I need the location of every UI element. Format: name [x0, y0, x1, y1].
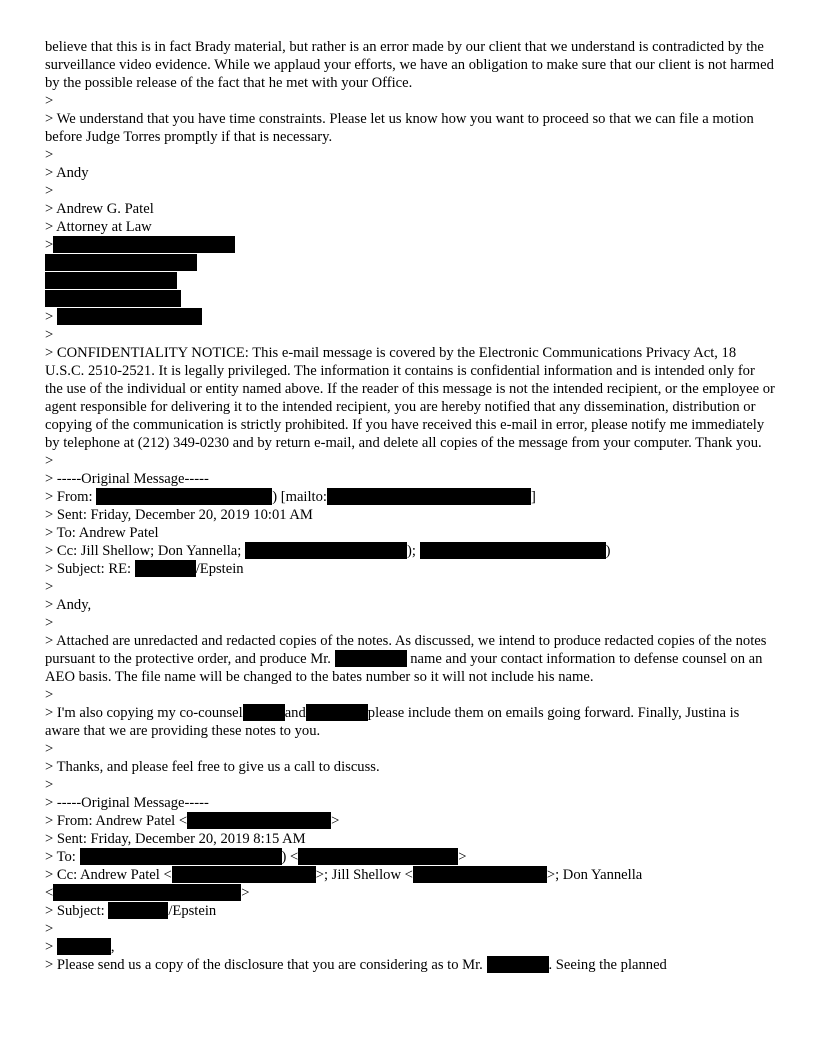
- subject-label: > Subject: RE:: [45, 561, 135, 577]
- from-line: [45, 488, 775, 506]
- from-line: [45, 812, 775, 830]
- to-label: > To:: [45, 849, 80, 865]
- original-message-header: > -----Original Message-----: [45, 795, 209, 811]
- paragraph-text: > Please send us a copy of the disclosure that you are considering as to Mr.: [45, 957, 483, 973]
- quote-marker: >: [45, 93, 54, 109]
- quote-marker: >: [45, 939, 54, 955]
- redaction-box: [57, 308, 202, 325]
- mailto-label: ) [mailto:: [272, 489, 327, 505]
- mailto-close: ]: [530, 489, 536, 505]
- redaction-box: [306, 704, 368, 721]
- cc-close: ): [605, 543, 611, 559]
- signature-name: > Andrew G. Patel: [45, 201, 154, 217]
- time-constraints-paragraph: > We understand that you have time constraints. Please let us know how you want to proceed so that we can file a motion before Judge Torres promptly if that is necessary.: [45, 111, 754, 145]
- paragraph-text: name and your contact information to defense counsel on an AEO basis. The file name will be changed to the bates number so it will not include his name.: [45, 651, 763, 685]
- quote-marker: >: [45, 741, 54, 757]
- cc-separator: );: [406, 543, 416, 559]
- quote-marker: >: [45, 453, 54, 469]
- sent-line: > Sent: Friday, December 20, 2019 8:15 AM: [45, 831, 306, 847]
- redaction-box: [187, 812, 331, 829]
- attached-notes-paragraph: [45, 632, 775, 686]
- quote-marker: >: [45, 327, 54, 343]
- cc-line: [45, 866, 775, 884]
- signature-redacted-line: [45, 236, 775, 254]
- paragraph-text: > Attached are unredacted and redacted copies of the notes. As discussed, we intend to produce redacted copies of the notes pursuant to the protective order, and produce Mr.: [45, 633, 767, 667]
- redaction-box: [45, 254, 197, 271]
- redaction-box: [45, 290, 181, 307]
- paragraph-text: please include them on emails going forward. Finally, Justina is aware that we are providing these notes to you.: [45, 705, 740, 739]
- subject-label: > Subject:: [45, 903, 109, 919]
- quote-marker: >: [45, 777, 54, 793]
- cc-label: > Cc: Andrew Patel <: [45, 867, 172, 883]
- quote-marker: >: [45, 183, 54, 199]
- paragraph-text: . Seeing the planned: [548, 957, 667, 973]
- quote-marker: >: [45, 309, 54, 325]
- redaction-box: [53, 884, 241, 901]
- cc-label: > Cc: Jill Shellow; Don Yannella;: [45, 543, 245, 559]
- redaction-box: [96, 488, 272, 505]
- comma: ,: [110, 939, 115, 955]
- redaction-box: [420, 542, 606, 559]
- from-label: > From:: [45, 489, 97, 505]
- disclosure-request-line: [45, 956, 775, 974]
- to-line: > To: Andrew Patel: [45, 525, 159, 541]
- thanks-line: > Thanks, and please feel free to give us a call to discuss.: [45, 759, 380, 775]
- to-separator: ) <: [281, 849, 299, 865]
- redaction-box: [335, 650, 407, 667]
- intro-paragraph: believe that this is in fact Brady material, but rather is an error made by our client that we understand is contradicted by the surveillance video evidence. While we applaud your efforts, we have an obligation to make sure that our client is not harmed by the possible release of the fact that he met with your Office.: [45, 39, 774, 91]
- cc-don: >; Don Yannella: [546, 867, 643, 883]
- angle-open: <: [45, 885, 54, 901]
- signature-redacted-line: [45, 308, 775, 326]
- subject-line: [45, 902, 775, 920]
- cc-jill: >; Jill Shellow <: [315, 867, 413, 883]
- subject-tail: /Epstein: [168, 903, 217, 919]
- paragraph-text: and: [284, 705, 306, 721]
- redaction-box: [108, 902, 168, 919]
- confidentiality-notice: > CONFIDENTIALITY NOTICE: This e-mail message is covered by the Electronic Communications Privacy Act, 18 U.S.C. 2510-2521. It is legally privileged. The information it contains is confidential information and is intended only for the use of the individual or entity named above. If the reader of this message is not the intended recipient, or the employee or agent responsible for delivering it to the intended recipient, you are hereby notified that any dissemination, distribution or copying of the communication is strictly prohibited. If you have received this e-mail in error, please notify me immediately by telephone at (212) 349-0230 and by return e-mail, and delete all copies of the message from your computer. Thank you.: [45, 345, 775, 451]
- redaction-box: [243, 704, 285, 721]
- redaction-box: [487, 956, 549, 973]
- angle-close: >: [331, 813, 340, 829]
- redaction-box: [298, 848, 458, 865]
- signature-title: > Attorney at Law: [45, 219, 152, 235]
- redaction-box: [57, 938, 111, 955]
- quote-marker: >: [45, 921, 54, 937]
- angle-close: >: [458, 849, 467, 865]
- redaction-box: [327, 488, 531, 505]
- angle-close: >: [241, 885, 250, 901]
- subject-line: [45, 560, 775, 578]
- cc-continuation: [45, 884, 775, 902]
- quote-marker: >: [45, 579, 54, 595]
- quote-marker: >: [45, 237, 54, 253]
- email-document: [45, 38, 775, 974]
- redaction-box: [80, 848, 282, 865]
- greeting: > Andy,: [45, 597, 92, 613]
- sent-line: > Sent: Friday, December 20, 2019 10:01 AM: [45, 507, 313, 523]
- redaction-box: [53, 236, 235, 253]
- redaction-box: [172, 866, 316, 883]
- redaction-box: [135, 560, 196, 577]
- quote-marker: >: [45, 147, 54, 163]
- subject-tail: /Epstein: [195, 561, 244, 577]
- paragraph-text: > I'm also copying my co-counsel: [45, 705, 243, 721]
- redaction-box: [245, 542, 407, 559]
- signoff: > Andy: [45, 165, 89, 181]
- redaction-box: [413, 866, 547, 883]
- co-counsel-paragraph: [45, 704, 775, 740]
- redaction-box: [45, 272, 177, 289]
- from-label: > From: Andrew Patel <: [45, 813, 188, 829]
- original-message-header: > -----Original Message-----: [45, 471, 209, 487]
- cc-line: [45, 542, 775, 560]
- quote-marker: >: [45, 615, 54, 631]
- greeting: [45, 938, 775, 956]
- to-line: [45, 848, 775, 866]
- quote-marker: >: [45, 687, 54, 703]
